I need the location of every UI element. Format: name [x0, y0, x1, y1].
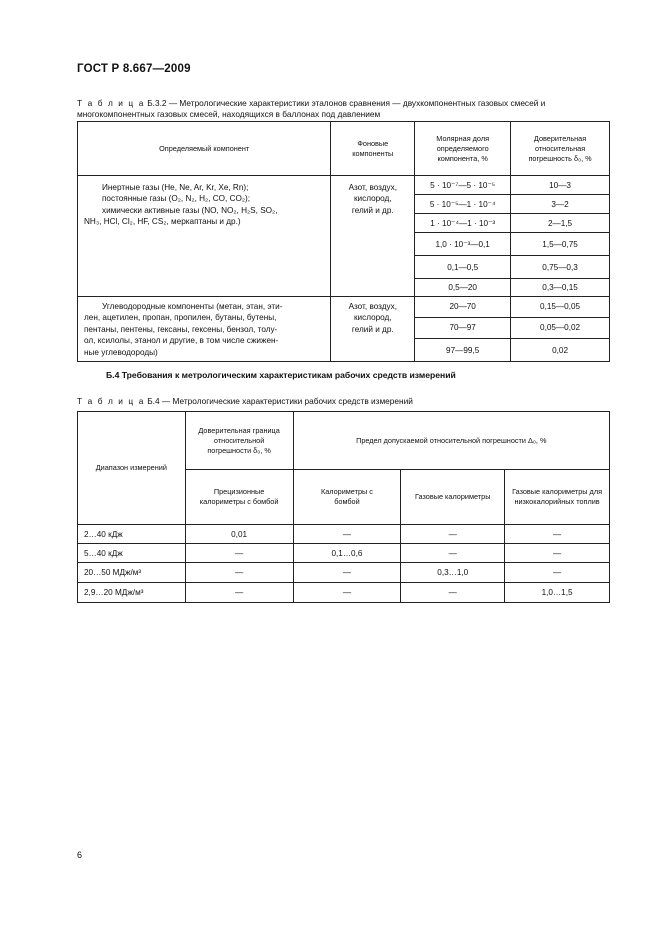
- table2-cell-gas: —: [401, 583, 505, 603]
- table2-header-limit: Предел допускаемой относительной погрешности Δ₀, %: [293, 412, 609, 470]
- table1-cell-fraction: 1 · 10⁻⁴—1 · 10⁻³: [415, 214, 511, 233]
- table2-header-range: Диапазон измерений: [78, 412, 186, 525]
- table2-cell-bomb: 0,1…0,6: [293, 544, 401, 563]
- table2-cell-lowcal: —: [505, 563, 610, 583]
- table1-cell-error: 0,15—0,05: [511, 297, 610, 318]
- table2-cell-precision: —: [185, 544, 293, 563]
- table1-cell-fraction: 5 · 10⁻⁷—5 · 10⁻⁵: [415, 176, 511, 195]
- table-row: [78, 525, 610, 544]
- table2-subheader-bomb: Калориметры с бомбой: [293, 470, 401, 525]
- table1-cell-error: 0,75—0,3: [511, 256, 610, 279]
- table2-cell-range: 5…40 кДж: [78, 544, 186, 563]
- table-row: [78, 297, 610, 318]
- table1-cell-error: 2—1,5: [511, 214, 610, 233]
- table1-cell-error: 0,3—0,15: [511, 279, 610, 297]
- table2-cell-gas: —: [401, 544, 505, 563]
- table2-cell-lowcal: —: [505, 544, 610, 563]
- table1-caption: [77, 98, 607, 120]
- table1: [77, 121, 610, 362]
- table1-group1-component: Инертные газы (He, Ne, Ar, Kr, Xe, Rn); постоянные газы (O₂, N₂, H₂, CO, CO₂); химически активные газы (NO, NO₂, H₂S, SO₂, NH₃, HCl, Cl₂, HF, CS₂, меркаптаны и др.): [78, 176, 331, 297]
- section-title: Б.4 Требования к метрологическим характеристикам рабочих средств измерений: [106, 370, 456, 380]
- table-row: [78, 176, 610, 195]
- table1-cell-fraction: 97—99,5: [415, 339, 511, 362]
- table1-cell-fraction: 5 · 10⁻⁵—1 · 10⁻⁴: [415, 195, 511, 214]
- table2-cell-range: 2…40 кДж: [78, 525, 186, 544]
- table1-caption-prefix: Т а б л и ц а: [77, 98, 145, 108]
- table1-cell-error: 0,05—0,02: [511, 317, 610, 339]
- table1-cell-fraction: 0,1—0,5: [415, 256, 511, 279]
- table2-subheader-lowcal: Газовые калориметры для низкокалорийных топлив: [505, 470, 610, 525]
- table2-cell-gas: 0,3…1,0: [401, 563, 505, 583]
- page-number: 6: [77, 850, 83, 860]
- table1-header-component: Определяемый компонент: [78, 122, 331, 176]
- table2-cell-precision: 0,01: [185, 525, 293, 544]
- table2-cell-precision: —: [185, 563, 293, 583]
- table2-caption-text: Б.4 — Метрологические характеристики рабочих средств измерений: [147, 396, 413, 406]
- table2-cell-bomb: —: [293, 583, 401, 603]
- table1-cell-error: 10—3: [511, 176, 610, 195]
- table1-group2-component: Углеводородные компоненты (метан, этан, эти- лен, ацетилен, пропан, пропилен, бутаны, бутены, пентаны, пентены, гексаны, гексены, бензол, толу- ол, ксилолы, этанол и другие, в том числе сжижен- ные углеводороды): [78, 297, 331, 362]
- table2-cell-bomb: —: [293, 563, 401, 583]
- table1-group2-background: Азот, воздух, кислород, гелий и др.: [331, 297, 415, 362]
- table1-cell-fraction: 70—97: [415, 317, 511, 339]
- table1-cell-error: 0,02: [511, 339, 610, 362]
- table-row: [78, 583, 610, 603]
- table1-header-background: Фоновые компоненты: [331, 122, 415, 176]
- table1-cell-fraction: 20—70: [415, 297, 511, 318]
- table2-header-conf: Доверительная граница относительной погрешности δ₀, %: [185, 412, 293, 470]
- table1-caption-text: Б.3.2 — Метрологические характеристики эталонов сравнения — двухкомпонентных газовых смесей и многокомпонентных газовых смесей, находящихся в баллонах под давлением: [77, 98, 546, 119]
- table2-cell-bomb: —: [293, 525, 401, 544]
- table2-subheader-gas: Газовые калориметры: [401, 470, 505, 525]
- table2-cell-lowcal: 1,0…1,5: [505, 583, 610, 603]
- table2-cell-range: 2,9…20 МДж/м³: [78, 583, 186, 603]
- table2-caption-prefix: Т а б л и ц а: [77, 396, 145, 406]
- table-row: [78, 544, 610, 563]
- table2-cell-lowcal: —: [505, 525, 610, 544]
- table2-caption: [77, 396, 607, 407]
- table2-cell-precision: —: [185, 583, 293, 603]
- table2-cell-range: 20…50 МДж/м³: [78, 563, 186, 583]
- table1-cell-fraction: 0,5—20: [415, 279, 511, 297]
- table-row: [78, 563, 610, 583]
- table1-cell-error: 3—2: [511, 195, 610, 214]
- table1-header-fraction: Молярная доля определяемого компонента, %: [415, 122, 511, 176]
- table2-cell-gas: —: [401, 525, 505, 544]
- table1-header-error: Доверительная относительная погрешность δ₀, %: [511, 122, 610, 176]
- table1-cell-error: 1,5—0,75: [511, 233, 610, 256]
- table2: [77, 411, 610, 603]
- table1-cell-fraction: 1,0 · 10⁻³—0,1: [415, 233, 511, 256]
- table2-subheader-precision: Прецизионные калориметры с бомбой: [185, 470, 293, 525]
- table1-group1-background: Азот, воздух, кислород, гелий и др.: [331, 176, 415, 297]
- document-code: ГОСТ Р 8.667—2009: [77, 63, 191, 75]
